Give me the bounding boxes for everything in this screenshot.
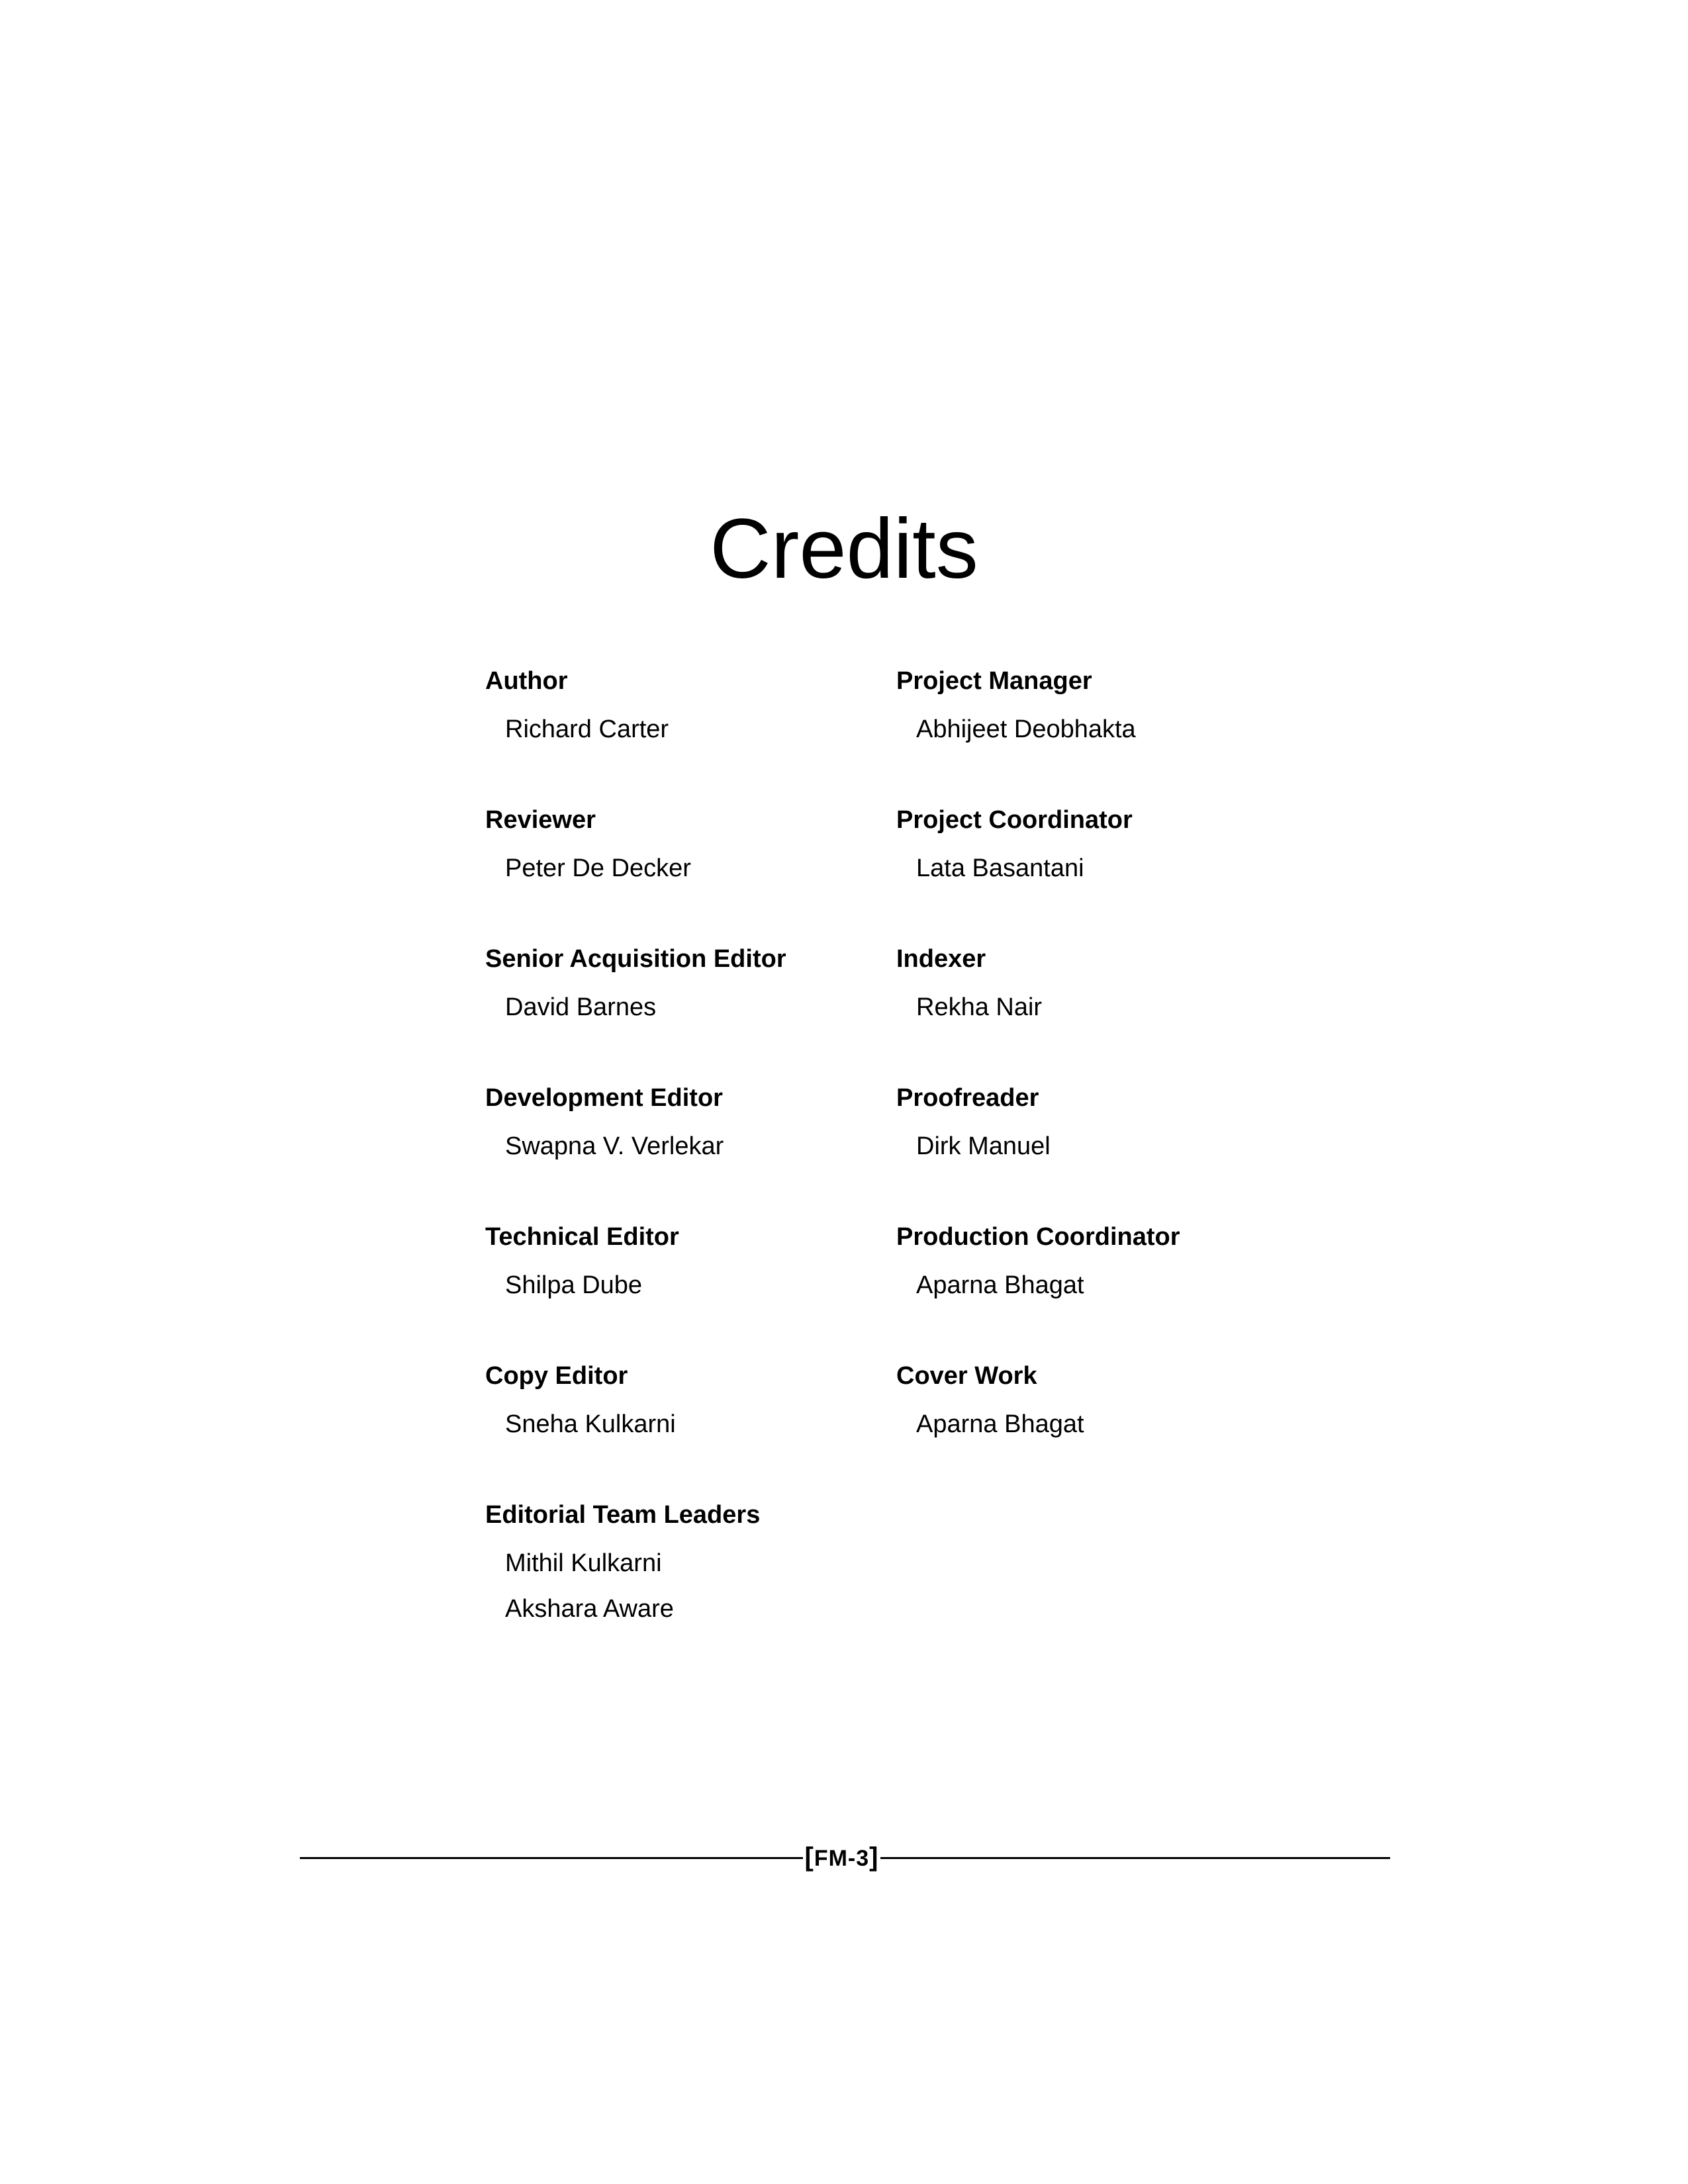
credit-name: Dirk Manuel — [916, 1132, 1051, 1160]
credit-role: Senior Acquisition Editor — [485, 945, 786, 973]
credit-project-coordinator — [896, 807, 1133, 881]
bracket-close: ] — [869, 1843, 879, 1872]
credit-role: Project Coordinator — [896, 806, 1133, 834]
credit-name: Swapna V. Verlekar — [505, 1132, 724, 1160]
credit-role: Cover Work — [896, 1362, 1037, 1390]
credit-role: Author — [485, 667, 568, 695]
credit-senior-acquisition-editor — [485, 946, 786, 1020]
credit-role: Indexer — [896, 945, 986, 973]
credit-technical-editor — [485, 1224, 679, 1298]
credit-role: Editorial Team Leaders — [485, 1501, 761, 1529]
credit-name: Richard Carter — [505, 715, 669, 743]
credit-role: Project Manager — [896, 667, 1092, 695]
credit-name: David Barnes — [505, 993, 657, 1021]
credit-role: Reviewer — [485, 806, 596, 834]
credit-name: Aparna Bhagat — [916, 1271, 1084, 1299]
credit-copy-editor — [485, 1363, 676, 1437]
credit-name: Akshara Aware — [505, 1595, 674, 1623]
credit-reviewer — [485, 807, 691, 881]
credit-cover-work — [896, 1363, 1084, 1437]
credit-author — [485, 668, 669, 742]
credit-name: Aparna Bhagat — [916, 1410, 1084, 1438]
credit-development-editor — [485, 1085, 724, 1159]
credit-indexer — [896, 946, 1042, 1020]
page-number — [803, 1844, 880, 1870]
credit-name: Abhijeet Deobhakta — [916, 715, 1136, 743]
footer-rule-right — [880, 1857, 1390, 1859]
credit-name: Lata Basantani — [916, 854, 1084, 882]
credit-production-coordinator — [896, 1224, 1180, 1298]
credit-name: Rekha Nair — [916, 993, 1043, 1021]
credit-role: Development Editor — [485, 1084, 723, 1112]
credit-role: Production Coordinator — [896, 1223, 1180, 1251]
credit-name: Mithil Kulkarni — [505, 1549, 662, 1577]
page-number-label: FM-3 — [814, 1846, 870, 1871]
credit-name: Peter De Decker — [505, 854, 691, 882]
bracket-open: [ — [804, 1843, 814, 1872]
credit-proofreader — [896, 1085, 1051, 1159]
credit-role: Proofreader — [896, 1084, 1039, 1112]
credit-role: Technical Editor — [485, 1223, 679, 1251]
credit-editorial-team-leaders — [485, 1502, 760, 1621]
credit-project-manager — [896, 668, 1136, 742]
credit-role: Copy Editor — [485, 1362, 628, 1390]
credit-name: Shilpa Dube — [505, 1271, 643, 1299]
credit-name: Sneha Kulkarni — [505, 1410, 676, 1438]
page-title: Credits — [710, 501, 978, 596]
footer-rule-left — [300, 1857, 803, 1859]
